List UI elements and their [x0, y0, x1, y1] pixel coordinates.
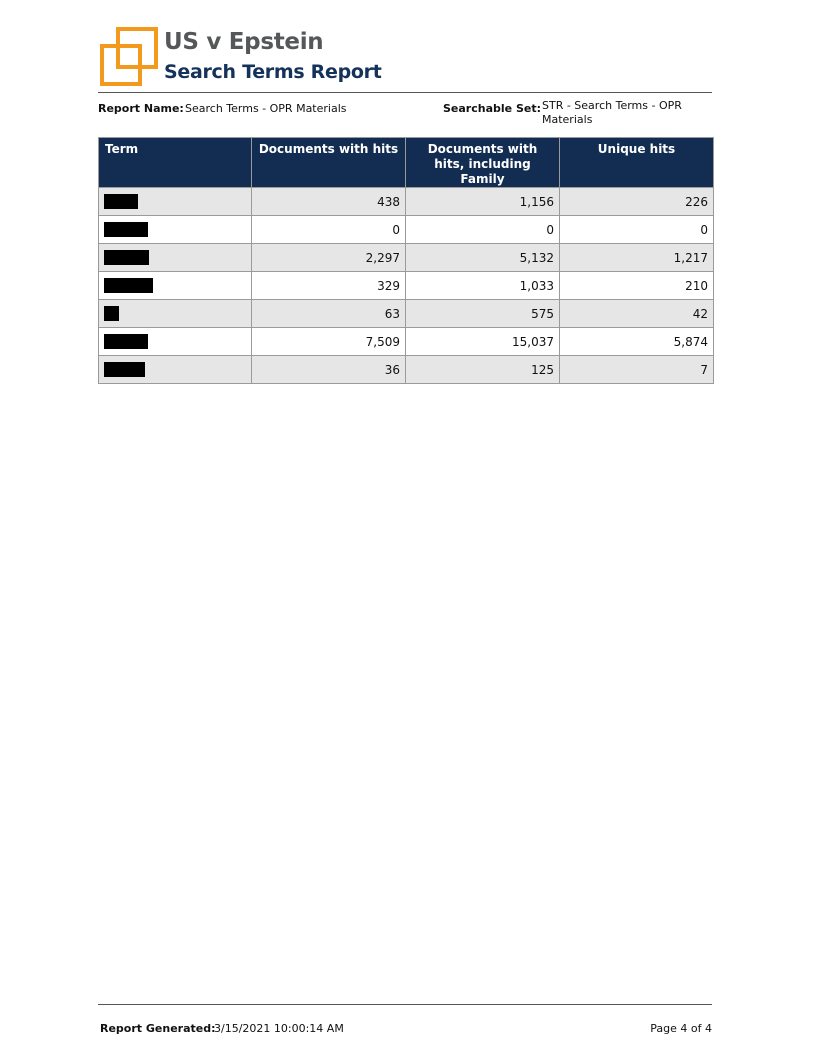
table-header-row: [99, 138, 714, 188]
column-header-documents-with-hits: Documents with hits: [252, 138, 406, 188]
documents-with-family-cell: 0: [406, 216, 560, 244]
redaction-box: [104, 306, 119, 321]
documents-with-hits-cell: 7,509: [252, 328, 406, 356]
footer-divider: [98, 1004, 712, 1005]
redaction-box: [104, 194, 138, 209]
documents-with-hits-cell: 2,297: [252, 244, 406, 272]
unique-hits-cell: 0: [560, 216, 714, 244]
documents-with-hits-cell: 36: [252, 356, 406, 384]
redaction-box: [104, 362, 145, 377]
documents-with-family-cell: 1,033: [406, 272, 560, 300]
term-cell: [99, 356, 252, 384]
documents-with-hits-cell: 63: [252, 300, 406, 328]
header-divider: [98, 92, 712, 93]
table-row: [99, 328, 714, 356]
table-row: [99, 244, 714, 272]
term-cell: [99, 244, 252, 272]
searchable-set-label: Searchable Set:: [443, 102, 541, 115]
report-generated-value: 3/15/2021 10:00:14 AM: [214, 1022, 344, 1035]
report-generated-label: Report Generated:: [100, 1022, 216, 1035]
searchable-set-value: STR - Search Terms - OPR Materials: [542, 99, 682, 126]
table-row: [99, 188, 714, 216]
redaction-box: [104, 278, 153, 293]
documents-with-family-cell: 125: [406, 356, 560, 384]
term-cell: [99, 300, 252, 328]
term-cell: [99, 328, 252, 356]
page-number: Page 4 of 4: [650, 1022, 712, 1035]
term-cell: [99, 216, 252, 244]
documents-with-family-cell: 575: [406, 300, 560, 328]
search-terms-table: [98, 137, 714, 384]
term-cell: [99, 188, 252, 216]
report-name-value: Search Terms - OPR Materials: [185, 102, 347, 115]
table-row: [99, 272, 714, 300]
report-name-label: Report Name:: [98, 102, 184, 115]
documents-with-family-cell: 5,132: [406, 244, 560, 272]
unique-hits-cell: 7: [560, 356, 714, 384]
column-header-documents-with-hits-family: Documents with hits, including Family: [406, 138, 560, 188]
documents-with-hits-cell: 0: [252, 216, 406, 244]
redaction-box: [104, 222, 148, 237]
column-header-term: Term: [99, 138, 252, 188]
unique-hits-cell: 210: [560, 272, 714, 300]
redaction-box: [104, 250, 149, 265]
term-cell: [99, 272, 252, 300]
column-header-unique-hits: Unique hits: [560, 138, 714, 188]
unique-hits-cell: 226: [560, 188, 714, 216]
documents-with-hits-cell: 438: [252, 188, 406, 216]
table-row: [99, 300, 714, 328]
epstein-logo-icon: [99, 27, 159, 87]
unique-hits-cell: 5,874: [560, 328, 714, 356]
table-row: [99, 216, 714, 244]
report-title: Search Terms Report: [164, 61, 382, 83]
unique-hits-cell: 1,217: [560, 244, 714, 272]
table-row: [99, 356, 714, 384]
app-title: US v Epstein: [164, 29, 324, 55]
documents-with-hits-cell: 329: [252, 272, 406, 300]
documents-with-family-cell: 15,037: [406, 328, 560, 356]
redaction-box: [104, 334, 148, 349]
unique-hits-cell: 42: [560, 300, 714, 328]
documents-with-family-cell: 1,156: [406, 188, 560, 216]
